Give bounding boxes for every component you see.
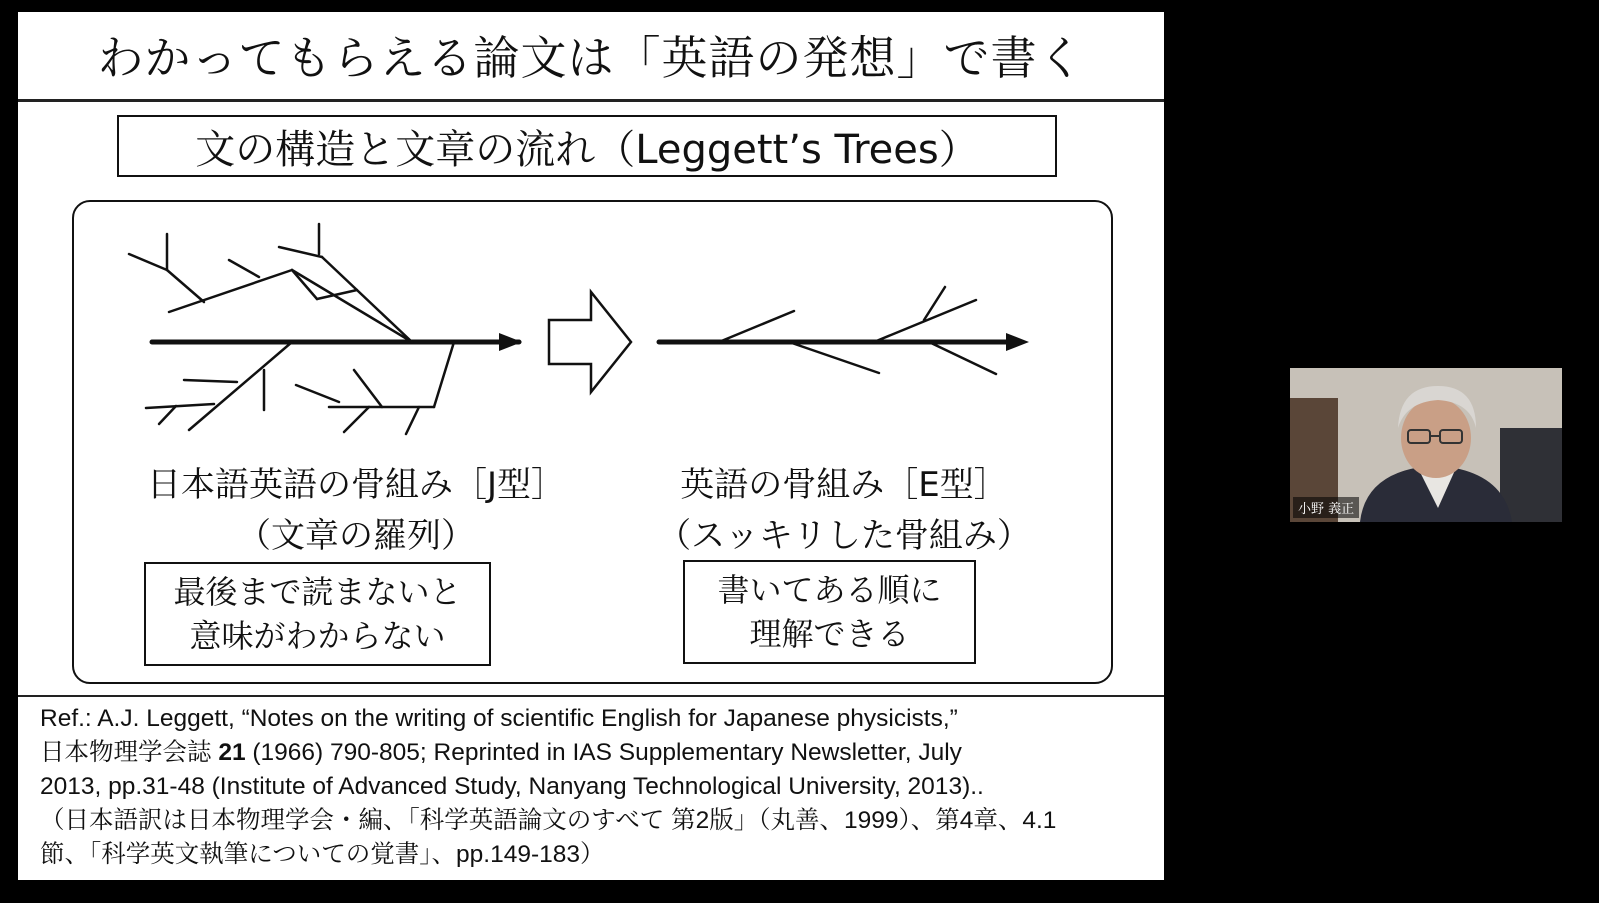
j-type-tree — [129, 224, 522, 434]
j-type-note-line1: 最後まで読まないと — [173, 573, 462, 611]
j-type-label: 日本語英語の骨組み［J型］ — [146, 465, 566, 505]
reference-line-4: （日本語訳は日本物理学会・編、「科学英語論文のすべて 第2版」（丸善、1999）、第4章、4.1 — [40, 807, 1057, 834]
slide-title: わかってもらえる論文は「英語の発想」で書く — [97, 31, 1085, 85]
reference-line-1: Ref.: A.J. Leggett, “Notes on the writing of scientific English for Japanese physicists,” — [40, 705, 958, 732]
reference-journal: 日本物理学会誌 — [40, 739, 219, 766]
participant-name-tag: 小野 義正 — [1293, 497, 1359, 518]
participant-video-tile[interactable] — [1290, 368, 1562, 522]
j-type-note-box — [144, 562, 491, 666]
transition-arrow-icon — [549, 292, 631, 392]
e-type-tree — [659, 287, 1029, 374]
j-tree-arrowhead — [499, 333, 522, 351]
reference-line-3: 2013, pp.31-48 (Institute of Advanced Study, Nanyang Technological University, 2013).. — [40, 773, 984, 800]
reference-details: (1966) 790-805; Reprinted in IAS Supplementary Newsletter, July — [245, 739, 962, 766]
subtitle-box: 文の構造と文章の流れ（Leggett’s Trees） — [117, 115, 1057, 177]
e-tree-arrowhead — [1006, 333, 1029, 351]
j-type-note-line2: 意味がわからない — [189, 617, 446, 655]
e-type-note-line2: 理解できる — [749, 615, 910, 653]
reference-text — [40, 702, 1150, 872]
j-type-sublabel: （文章の羅列） — [237, 516, 475, 556]
e-type-sublabel: （スッキリした骨組み） — [657, 516, 1031, 556]
e-type-note-box — [683, 560, 976, 664]
diagram-frame — [72, 200, 1113, 684]
reference-line-2 — [40, 736, 1150, 770]
title-divider — [18, 99, 1164, 102]
reference-volume: 21 — [218, 739, 246, 766]
e-type-note-line1: 書いてある順に — [717, 571, 942, 609]
e-type-label: 英語の骨組み［E型］ — [680, 465, 1008, 505]
reference-divider — [18, 695, 1164, 697]
presentation-slide — [18, 12, 1164, 880]
reference-line-5: 節、「科学英文執筆についての覚書」、pp.149-183） — [40, 841, 605, 868]
